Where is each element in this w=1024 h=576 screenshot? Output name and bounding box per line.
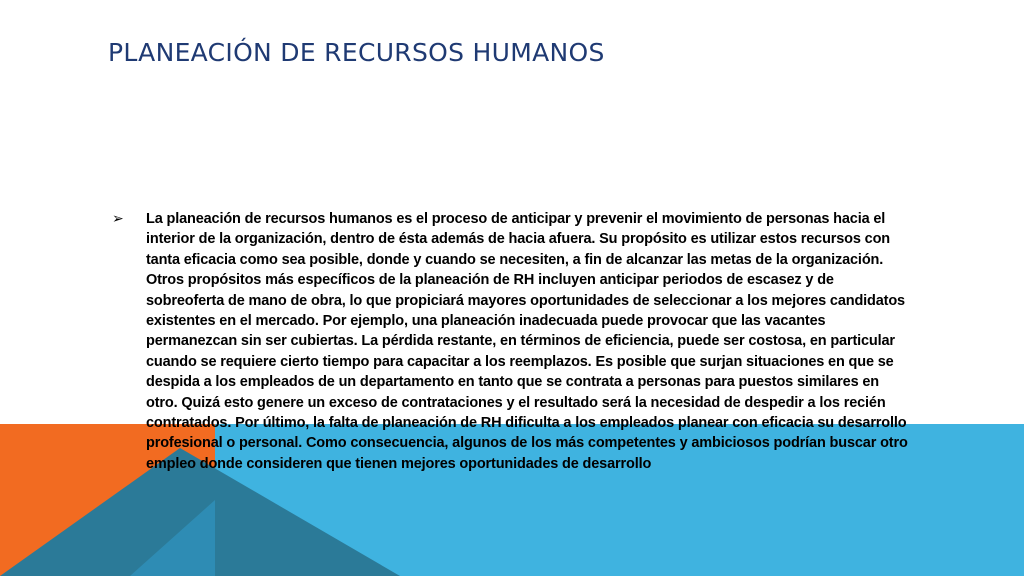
bullet-item [112,209,912,474]
slide-title: PLANEACIÓN DE RECURSOS HUMANOS [108,38,605,67]
slide-content [112,209,912,474]
bullet-text: La planeación de recursos humanos es el proceso de anticipar y prevenir el movimiento de personas hacia el interior de la organización, dentro de ésta además de hacia afuera. Su propósito es utilizar estos recursos con tanta eficacia como sea posible, donde y cuando se necesiten, a fin de alcanzar las metas de la organización. Otros propósitos más específicos de la planeación de RH incluyen anticipar periodos de escasez y de sobreoferta de mano de obra, lo que propiciará mayores oportunidades de seleccionar a los mejores candidatos existentes en el mercado. Por ejemplo, una planeación inadecuada puede provocar que las vacantes permanezcan sin ser cubiertas. La pérdida restante, en términos de eficiencia, puede ser costosa, en particular cuando se requiere cierto tiempo para capacitar a los reemplazos. Es posible que surjan situaciones en que se despida a los empleados de un departamento en tanto que se contrata a personas para puestos similares en otro. Quizá esto genere un exceso de contrataciones y el resultado será la necesidad de despedir a los recién contratados. Por último, la falta de planeación de RH dificulta a los empleados planear con eficacia su desarrollo profesional o personal. Como consecuencia, algunos de los más competentes y ambiciosos podrían buscar otro empleo donde consideren que tienen mejores oportunidades de desarrollo [146,211,908,472]
arrow-bullet-icon: ➢ [112,211,124,227]
